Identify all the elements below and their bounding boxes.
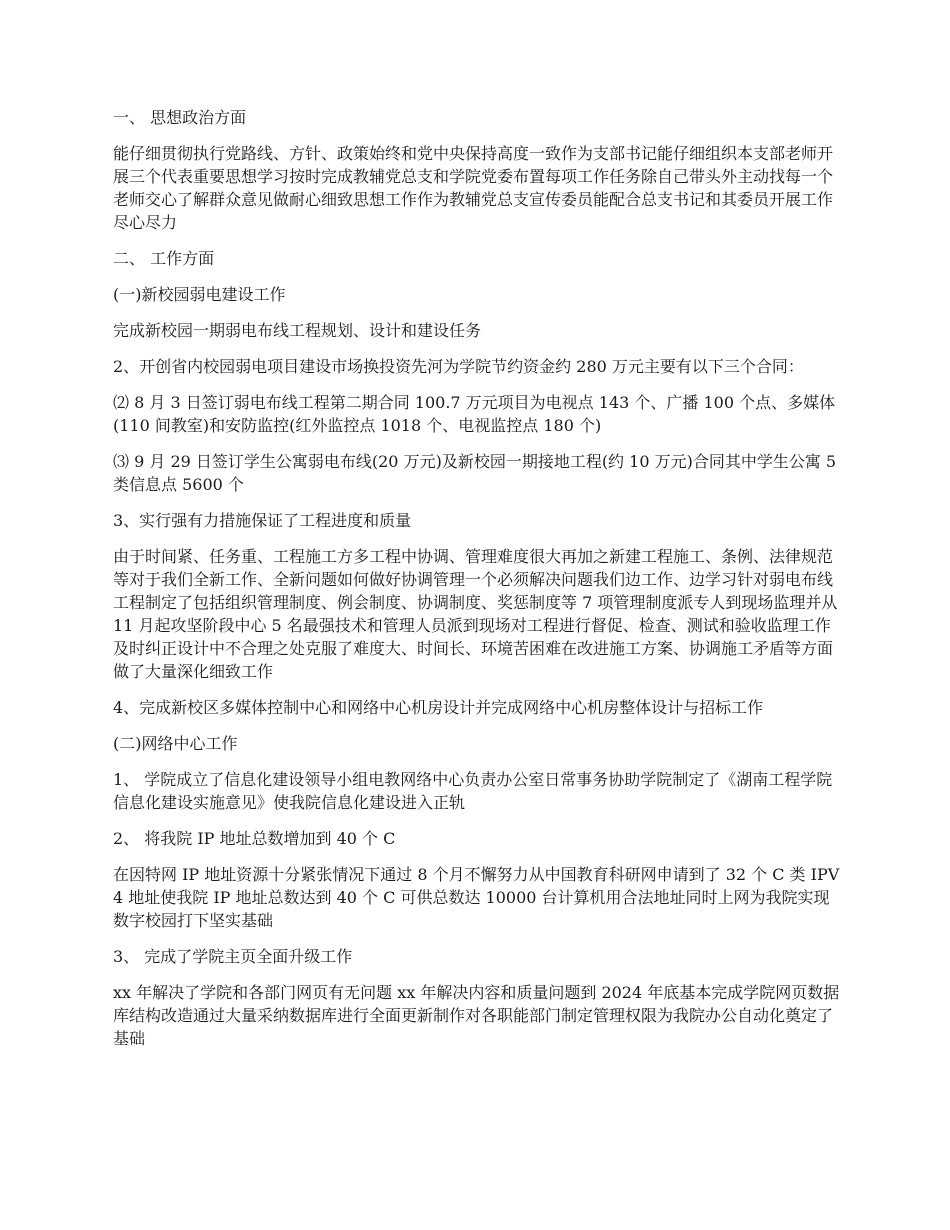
paragraph-politics-body: 能仔细贯彻执行党路线、方针、政策始终和党中央保持高度一致作为支部书记能仔细组织本支部老师开展三个代表重要思想学习按时完成教辅党总支和学院党委布置每项工作任务除自己带头外主动找每一个老师交心了解群众意见做耐心细致思想工作作为教辅党总支宣传委员能配合总支书记和其委员开展工作尽心尽力 [113,144,834,232]
paragraph-item-2: 2、开创省内校园弱电项目建设市场换投资先河为学院节约资金约 280 万元主要有以下三个合同： [113,357,804,376]
paragraph-item-1: 完成新校园一期弱电布线工程规划、设计和建设任务 [113,321,482,340]
subheading-network-center: (二)网络中心工作 [113,734,238,753]
paragraph-homepage-body: xx 年解决了学院和各部门网页有无问题 xx 年解决内容和质量问题到 2024 年底基本完成学院网页数据库结构改造通过大量采纳数据库进行全面更新制作对各职能部门制定管理权限为我院办公自动化奠定了基础 [113,983,840,1048]
paragraph-contract-3: ⑶ 9 月 29 日签订学生公寓弱电布线(20 万元)及新校园一期接地工程(约 10 万元)合同其中学生公寓 5 类信息点 5600 个 [113,452,837,494]
section-heading-politics: 一、 思想政治方面 [113,108,247,127]
paragraph-item-3: 3、实行强有力措施保证了工程进度和质量 [113,511,412,530]
paragraph-network-item-3: 3、 完成了学院主页全面升级工作 [113,947,353,966]
paragraph-ip-body: 在因特网 IP 地址资源十分紧张情况下通过 8 个月不懈努力从中国教育科研网申请到了 32 个 C 类 IPV4 地址使我院 IP 地址总数达到 40 个 C 可供总数达 10000 台计算机用合法地址同时上网为我院实现数字校园打下坚实基础 [113,865,840,930]
document-page [113,106,843,1063]
paragraph-item-4: 4、完成新校区多媒体控制中心和网络中心机房设计并完成网络中心机房整体设计与招标工作 [113,698,764,717]
paragraph-network-item-2: 2、 将我院 IP 地址总数增加到 40 个 C [113,829,396,848]
subheading-campus-weak-current: (一)新校园弱电建设工作 [113,285,286,304]
paragraph-measures-body: 由于时间紧、任务重、工程施工方多工程中协调、管理难度很大再加之新建工程施工、条例、法律规范等对于我们全新工作、全新问题如何做好协调管理一个必须解决问题我们边工作、边学习针对弱电布线工程制定了包括组织管理制度、例会制度、协调制度、奖惩制度等 7 项管理制度派专人到现场监理并从 11 月起攻坚阶段中心 5 名最强技术和管理人员派到现场对工程进行督促、检查、测试和验收监理工作及时纠正设计中不合理之处克服了难度大、时间长、环境苦困难在改进施工方案、协调施工矛盾等方面做了大量深化细致工作 [113,547,838,681]
paragraph-contract-2: ⑵ 8 月 3 日签订弱电布线工程第二期合同 100.7 万元项目为电视点 143 个、广播 100 个点、多媒体(110 间教室)和安防监控(红外监控点 1018 个、电视监控点 180 个) [113,393,836,435]
paragraph-network-item-1: 1、 学院成立了信息化建设领导小组电教网络中心负责办公室日常事务协助学院制定了《湖南工程学院信息化建设实施意见》使我院信息化建设进入正轨 [113,770,833,812]
section-heading-work: 二、 工作方面 [113,249,215,268]
